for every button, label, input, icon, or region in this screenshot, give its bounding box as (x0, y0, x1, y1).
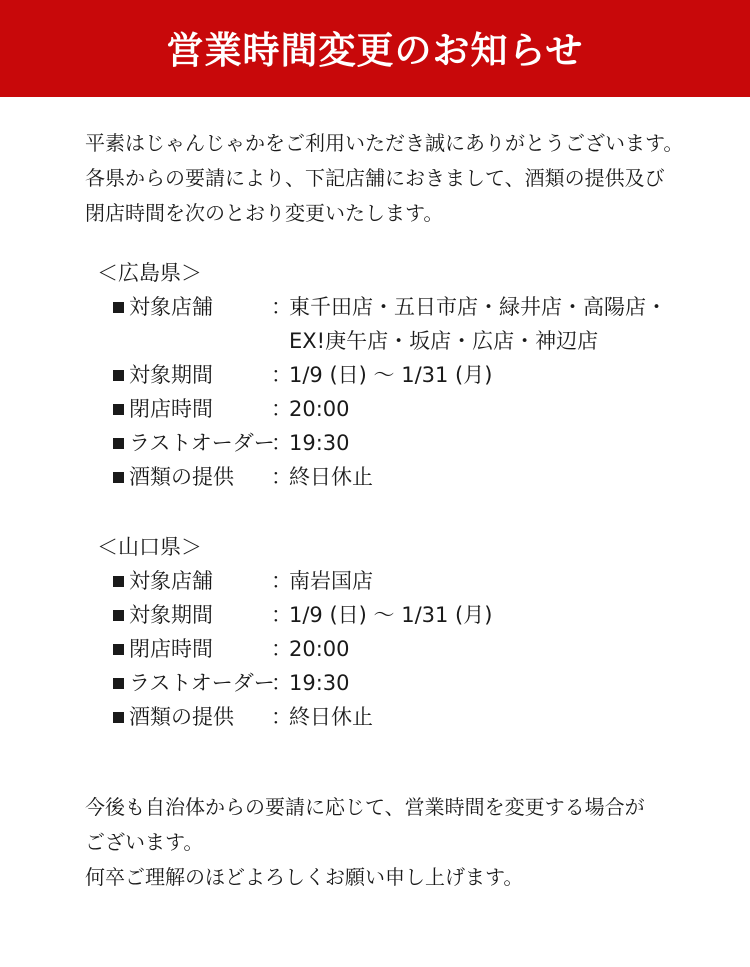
row-value: 1/9 (日) ～ 1/31 (月) (289, 603, 493, 627)
row-label: 対象期間 (129, 363, 213, 387)
row-value: 1/9 (日) ～ 1/31 (月) (289, 363, 493, 387)
row-value: 20:00 (289, 637, 350, 661)
section-heading: ＜山口県＞ (97, 535, 202, 559)
row-separator: ： (271, 569, 292, 593)
row-value: 20:00 (289, 397, 350, 421)
row-separator: ： (271, 705, 292, 729)
row-separator: ： (271, 637, 292, 661)
row-value: 終日休止 (289, 705, 373, 729)
square-bullet-icon (113, 610, 124, 621)
row-label: 対象店舗 (129, 295, 213, 319)
row-label: 酒類の提供 (129, 465, 234, 489)
row-value: 終日休止 (289, 465, 373, 489)
page-title: 営業時間変更のお知らせ (166, 28, 584, 72)
square-bullet-icon (113, 678, 124, 689)
info-row-target-stores (113, 564, 492, 598)
square-bullet-icon (113, 472, 124, 483)
square-bullet-icon (113, 404, 124, 415)
row-value: 19:30 (289, 431, 350, 455)
row-label: ラストオーダー (129, 671, 275, 695)
square-bullet-icon (113, 644, 124, 655)
intro-paragraph (85, 126, 725, 231)
info-row-closing-time (113, 392, 667, 426)
info-row-target-period (113, 358, 667, 392)
square-bullet-icon (113, 438, 124, 449)
row-value: 19:30 (289, 671, 350, 695)
section-yamaguchi (97, 530, 492, 734)
outro-line: 今後も自治体からの要請に応じて、営業時間を変更する場合が (85, 795, 645, 819)
row-separator: ： (271, 465, 292, 489)
row-value: 南岩国店 (289, 569, 373, 593)
closing-paragraph (85, 790, 725, 895)
square-bullet-icon (113, 370, 124, 381)
row-value (289, 290, 667, 358)
square-bullet-icon (113, 712, 124, 723)
info-row-alcohol-service (113, 460, 667, 494)
info-row-last-order (113, 426, 667, 460)
row-separator: ： (271, 363, 292, 387)
header-banner (0, 0, 750, 97)
row-value-line: 東千田店・五日市店・緑井店・高陽店・ (289, 295, 667, 319)
row-separator: ： (271, 295, 292, 319)
row-label: 対象店舗 (129, 569, 213, 593)
info-row-closing-time (113, 632, 492, 666)
info-row-target-period (113, 598, 492, 632)
intro-line: 平素はじゃんじゃかをご利用いただき誠にありがとうございます。 (85, 131, 684, 155)
row-separator: ： (271, 671, 292, 695)
info-row-last-order (113, 666, 492, 700)
outro-line: ございます。 (85, 830, 204, 854)
row-separator: ： (271, 603, 292, 627)
intro-line: 閉店時間を次のとおり変更いたします。 (85, 201, 444, 225)
info-row-alcohol-service (113, 700, 492, 734)
intro-line: 各県からの要請により、下記店舗におきまして、酒類の提供及び (85, 166, 665, 190)
row-separator: ： (271, 397, 292, 421)
row-label: 酒類の提供 (129, 705, 234, 729)
row-label: 閉店時間 (129, 397, 213, 421)
square-bullet-icon (113, 302, 124, 313)
row-separator: ： (271, 431, 292, 455)
row-label: ラストオーダー (129, 431, 275, 455)
row-value-line: EX!庚午店・坂店・広店・神辺店 (289, 329, 599, 353)
row-label: 閉店時間 (129, 637, 213, 661)
info-row-target-stores (113, 290, 667, 358)
section-hiroshima (97, 256, 667, 494)
section-heading: ＜広島県＞ (97, 261, 202, 285)
square-bullet-icon (113, 576, 124, 587)
row-label: 対象期間 (129, 603, 213, 627)
outro-line: 何卒ご理解のほどよろしくお願い申し上げます。 (85, 865, 524, 889)
